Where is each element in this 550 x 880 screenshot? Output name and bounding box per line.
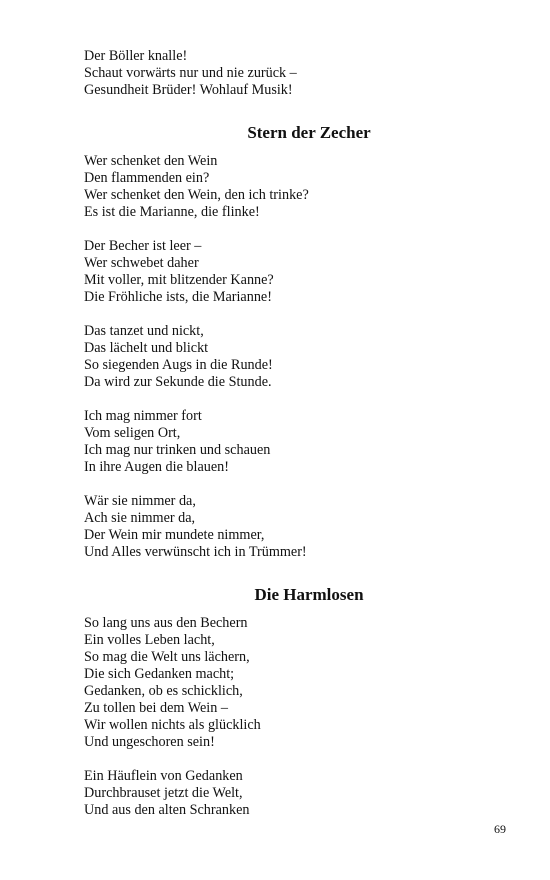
verse-line: Ein Häuflein von Gedanken [84,768,243,784]
verse-line: Der Wein mir mundete nimmer, [84,527,265,543]
poem-stern-der-zecher [84,123,504,561]
verse-line: Da wird zur Sekunde die Stunde. [84,374,272,390]
verse-line: Und aus den alten Schranken [84,802,250,818]
verse-line: Den flammenden ein? [84,170,210,186]
verse-line: Wer schenket den Wein, den ich trinke? [84,187,309,203]
verse-line: Der Böller knalle! [84,48,188,64]
stanza-gap [84,391,504,408]
stanza [84,615,504,751]
verse-line: Das tanzet und nickt, [84,323,204,339]
verse-line: Der Becher ist leer – [84,238,202,254]
verse-line: Ein volles Leben lacht, [84,632,215,648]
verse-line: Wir wollen nichts als glücklich [84,717,261,733]
verse-line: Und ungeschoren sein! [84,734,215,750]
verse-line: Mit voller, mit blitzender Kanne? [84,272,274,288]
verse-line: Durchbrauset jetzt die Welt, [84,785,243,801]
opening-stanza [84,48,504,99]
stanza [84,323,504,391]
stanza-gap [84,306,504,323]
verse-line: So mag die Welt uns lächern, [84,649,250,665]
stanza-gap [84,476,504,493]
stanza [84,153,504,221]
stanza [84,408,504,476]
verse-line: Wär sie nimmer da, [84,493,196,509]
verse-line: Zu tollen bei dem Wein – [84,700,228,716]
verse-line: Gedanken, ob es schicklich, [84,683,243,699]
stanza-gap [84,221,504,238]
stanza [84,768,504,819]
verse-line: Und Alles verwünscht ich in Trümmer! [84,544,307,560]
poem-die-harmlosen [84,585,504,819]
page-number: 69 [494,822,506,836]
verse-line: Die Fröhliche ists, die Marianne! [84,289,272,305]
poem-title: Stern der Zecher [247,123,371,142]
verse-line: In ihre Augen die blauen! [84,459,229,475]
poem-title: Die Harmlosen [254,585,364,604]
verse-line: Ich mag nimmer fort [84,408,202,424]
stanza-gap [84,751,504,768]
verse-line: Die sich Gedanken macht; [84,666,235,682]
verse-line: Ach sie nimmer da, [84,510,196,526]
verse-line: So lang uns aus den Bechern [84,615,248,631]
verse-line: Schaut vorwärts nur und nie zurück – [84,65,297,81]
page-content [84,48,504,819]
stanza [84,493,504,561]
verse-line: Ich mag nur trinken und schauen [84,442,271,458]
verse-line: Gesundheit Brüder! Wohlauf Musik! [84,82,293,98]
verse-line: Es ist die Marianne, die flinke! [84,204,260,220]
stanza [84,238,504,306]
verse-line: Das lächelt und blickt [84,340,209,356]
verse-line: Wer schenket den Wein [84,153,218,169]
verse-line: So siegenden Augs in die Runde! [84,357,273,373]
verse-line: Wer schwebet daher [84,255,199,271]
verse-line: Vom seligen Ort, [84,425,181,441]
